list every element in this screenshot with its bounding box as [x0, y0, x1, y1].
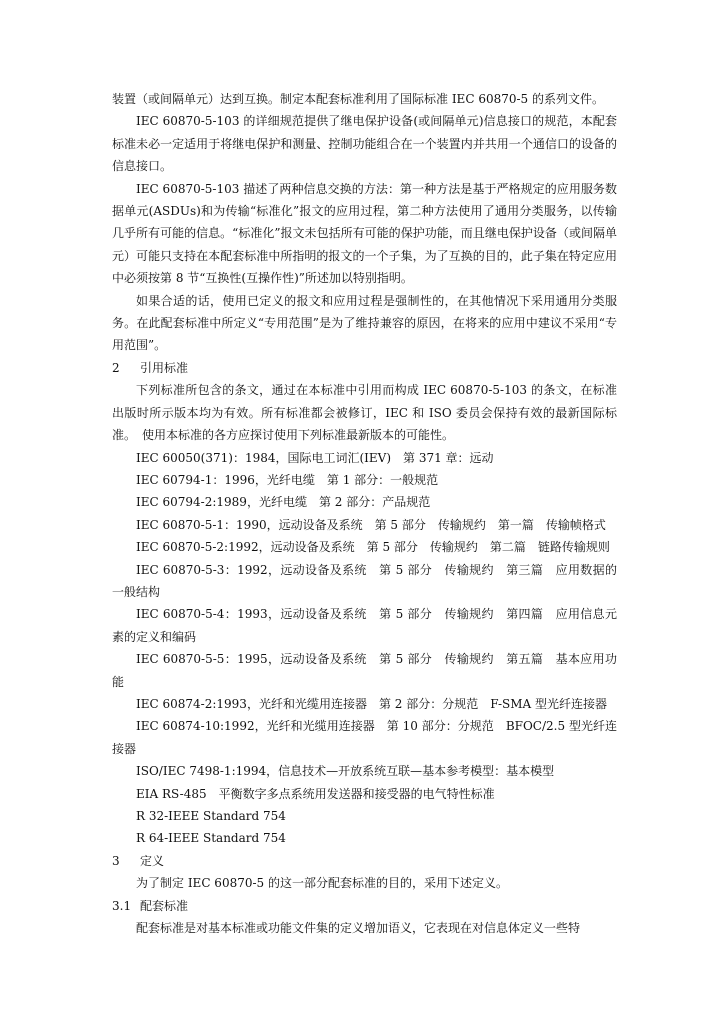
reference-item: IEC 60870-5-4：1993，远动设备及系统 第 5 部分 传输规约 第四篇 应用信息元素的定义和编码	[112, 607, 617, 644]
section-2-number: 2	[112, 360, 120, 375]
section-3-1-text: 配套标准是对基本标准或功能文件集的定义增加语义，它表现在对信息体定义一些特	[136, 921, 581, 936]
reference-item: IEC 60870-5-1：1990，远动设备及系统 第 5 部分 传输规约 第一篇 传输帧格式	[136, 517, 606, 532]
paragraph-mandatory-use: 如果合适的话，使用已定义的报文和应用过程是强制性的，在其他情况下采用通用分类服务。在此配套标准中所定义“专用范围”是为了维持兼容的原因，在将来的应用中建议不采用“专用范围”。	[112, 293, 617, 353]
paragraph-continuation: 装置（或间隔单元）达到互换。制定本配套标准利用了国际标准 IEC 60870-5 的系列文件。	[112, 92, 604, 106]
document-page	[112, 88, 617, 939]
reference-item: IEC 60794-1：1996，光纤电缆 第 1 部分：一般规范	[136, 472, 439, 487]
section-2-title: 引用标准	[140, 360, 189, 375]
reference-item: IEC 60870-5-2:1992，远动设备及系统 第 5 部分 传输规约 第二篇 链路传输规则	[136, 540, 610, 555]
reference-item: IEC 60870-5-3：1992，远动设备及系统 第 5 部分 传输规约 第三篇 应用数据的一般结构	[112, 562, 617, 599]
section-3-1-number: 3.1	[112, 898, 132, 913]
reference-item: R 32-IEEE Standard 754	[136, 809, 286, 823]
section-2-heading	[112, 357, 617, 379]
section-2-intro: 下列标准所包含的条文，通过在本标准中引用而构成 IEC 60870-5-103 的条文，在标准出版时所示版本均为有效。所有标准都会被修订，IEC 和 ISO 委员会保持有效的最新国际标准。 使用本标准的各方应探讨使用下列标准最新版本的可能性。	[112, 383, 617, 443]
reference-item: IEC 60874-2:1993，光纤和光缆用连接器 第 2 部分：分规范 F-SMA 型光纤连接器	[136, 696, 608, 711]
section-3-title: 定义	[140, 853, 165, 868]
reference-item: IEC 60794-2:1989，光纤电缆 第 2 部分：产品规范	[136, 495, 431, 510]
reference-item: IEC 60870-5-5：1995，远动设备及系统 第 5 部分 传输规约 第五篇 基本应用功能	[112, 652, 617, 689]
section-3-1-title: 配套标准	[140, 898, 189, 913]
paragraph-detail-spec: IEC 60870-5-103 的详细规范提供了继电保护设备(或间隔单元)信息接口的规范，本配套标准未必一定适用于将继电保护和测量、控制功能组合在一个装置内并共用一个通信口的设备的信息接口。	[112, 114, 617, 174]
reference-item: IEC 60874-10:1992，光纤和光缆用连接器 第 10 部分：分规范 BFOC/2.5 型光纤连接器	[112, 719, 617, 756]
section-3-intro: 为了制定 IEC 60870-5 的这一部分配套标准的目的，采用下述定义。	[136, 876, 508, 891]
reference-item: IEC 60050(371)：1984，国际电工词汇(IEV) 第 371 章：远动	[136, 450, 494, 465]
paragraph-exchange-methods: IEC 60870-5-103 描述了两种信息交换的方法：第一种方法是基于严格规定的应用服务数据单元(ASDUs)和为传输“标准化”报文的应用过程，第二种方法使用了通用分类服务，以传输几乎所有可能的信息。“标准化”报文未包括所有可能的保护功能，而且继电保护设备（或间隔单元）可能只支持在本配套标准中所指明的报文的一个子集，为了互换的目的，此子集在特定应用中必须按第 8 节“互换性(互操作性)”所述加以特别指明。	[112, 181, 617, 286]
section-3-1-heading	[112, 895, 617, 917]
section-3-number: 3	[112, 853, 120, 868]
reference-item: ISO/IEC 7498-1:1994，信息技术—开放系统互联—基本参考模型：基本模型	[136, 764, 555, 779]
reference-item: EIA RS-485 平衡数字多点系统用发送器和接受器的电气特性标准	[136, 786, 495, 801]
reference-item: R 64-IEEE Standard 754	[136, 831, 286, 846]
section-3-heading	[112, 850, 617, 872]
